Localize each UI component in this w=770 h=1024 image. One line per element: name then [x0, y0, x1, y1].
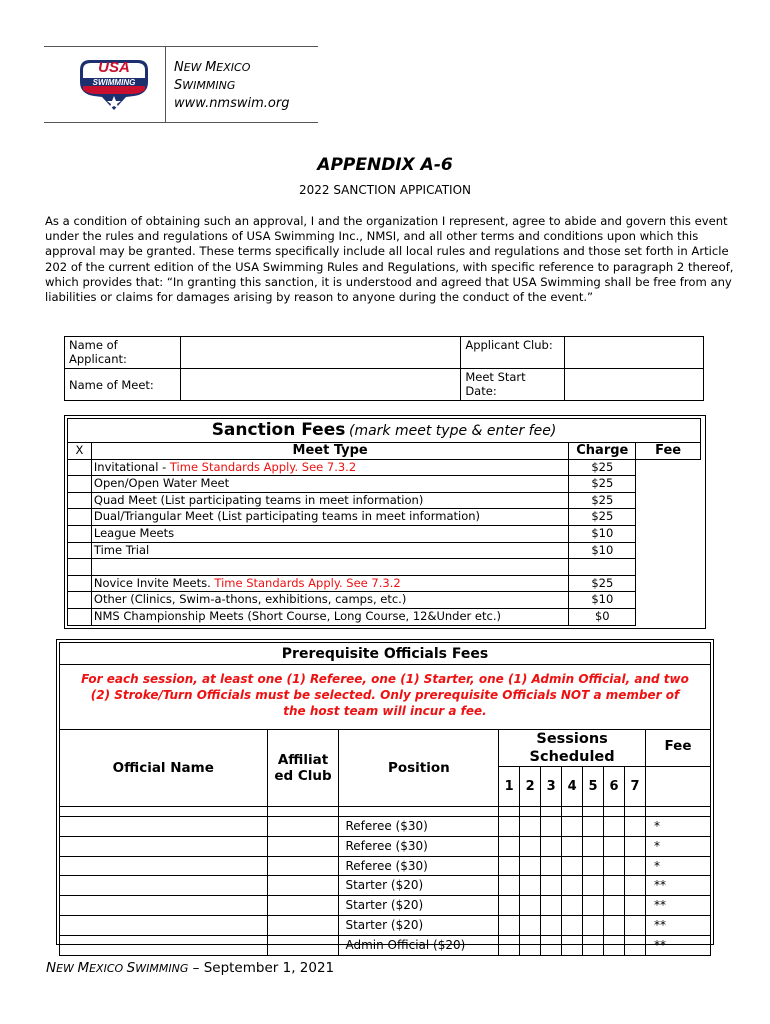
fee-row-mark-cell[interactable]	[68, 592, 92, 609]
official-row	[60, 836, 711, 856]
col-x-header: X	[68, 443, 92, 460]
spacer-cell	[499, 807, 520, 817]
fee-row-meet-type: League Meets	[91, 525, 568, 542]
official-club-field[interactable]	[267, 836, 339, 856]
spacer-cell	[60, 807, 268, 817]
official-fee: *	[645, 836, 710, 856]
session-number-header: 6	[604, 767, 625, 807]
session-checkbox-cell[interactable]	[604, 876, 625, 896]
session-checkbox-cell[interactable]	[625, 935, 646, 955]
fee-row-mark-cell[interactable]	[68, 559, 92, 576]
page-subtitle: 2022 SANCTION APPICATION	[298, 183, 472, 197]
fee-row-meet-type: Dual/Triangular Meet (List participating teams in meet information)	[91, 509, 568, 526]
session-checkbox-cell[interactable]	[625, 817, 646, 837]
session-checkbox-cell[interactable]	[583, 817, 604, 837]
fee-row-mark-cell[interactable]	[68, 509, 92, 526]
officials-note: For each session, at least one (1) Referee, one (1) Starter, one (1) Admin Official, and two (2) Stroke/Turn Officials must be selected. Only prerequisite Officials NOT a member of the host team will incur a fee.	[60, 665, 711, 730]
session-checkbox-cell[interactable]	[604, 915, 625, 935]
session-checkbox-cell[interactable]	[583, 856, 604, 876]
sanction-fees-title: Sanction Fees	[211, 420, 346, 440]
fee-row-meet-type: Other (Clinics, Swim-a-thons, exhibitions, camps, etc.)	[91, 592, 568, 609]
session-checkbox-cell[interactable]	[625, 876, 646, 896]
sanction-fees-heading	[68, 419, 701, 443]
usa-swimming-logo	[74, 56, 154, 112]
session-number-header: 2	[520, 767, 541, 807]
fee-row-charge: $25	[569, 575, 636, 592]
sanction-fees-note: (mark meet type & enter fee)	[349, 423, 557, 439]
session-checkbox-cell[interactable]	[625, 915, 646, 935]
spacer-cell	[339, 807, 499, 817]
name-of-applicant-label: Name of Applicant:	[65, 337, 181, 369]
session-checkbox-cell[interactable]	[604, 817, 625, 837]
official-fee: **	[645, 915, 710, 935]
fee-row	[68, 476, 701, 493]
fee-row-charge: $25	[569, 492, 636, 509]
session-checkbox-cell[interactable]	[499, 836, 520, 856]
official-name-field[interactable]	[60, 856, 268, 876]
session-checkbox-cell[interactable]	[583, 935, 604, 955]
session-checkbox-cell[interactable]	[541, 896, 562, 916]
meet-start-date-field[interactable]	[565, 369, 704, 401]
session-checkbox-cell[interactable]	[520, 856, 541, 876]
fee-row	[68, 459, 701, 476]
fee-row-charge: $10	[569, 592, 636, 609]
col-fee-header: Fee	[645, 730, 710, 767]
session-number-header: 4	[562, 767, 583, 807]
fee-row	[68, 559, 701, 576]
session-checkbox-cell[interactable]	[562, 915, 583, 935]
meet-start-date-label: Meet Start Date:	[461, 369, 565, 401]
session-checkbox-cell[interactable]	[604, 896, 625, 916]
session-number-header: 7	[625, 767, 646, 807]
official-position: Starter ($20)	[339, 876, 499, 896]
official-club-field[interactable]	[267, 876, 339, 896]
fee-row-charge: $0	[569, 608, 636, 625]
spacer-cell	[562, 807, 583, 817]
official-name-field[interactable]	[60, 817, 268, 837]
name-of-meet-field[interactable]	[180, 369, 460, 401]
session-checkbox-cell[interactable]	[499, 817, 520, 837]
session-checkbox-cell[interactable]	[499, 915, 520, 935]
col-club-header: Affiliat ed Club	[267, 730, 339, 807]
sanction-fees-table	[67, 418, 701, 626]
session-checkbox-cell[interactable]	[541, 817, 562, 837]
session-checkbox-cell[interactable]	[562, 836, 583, 856]
official-row	[60, 876, 711, 896]
logo-text-usa: USA	[98, 59, 130, 76]
fee-row	[68, 525, 701, 542]
session-checkbox-cell[interactable]	[625, 896, 646, 916]
official-row	[60, 915, 711, 935]
fee-row	[68, 542, 701, 559]
terms-paragraph: As a condition of obtaining such an approval, I and the organization I represent, agree to abide and govern this event under the rules and regulations of USA Swimming Inc., NMSI, and all other terms and conditions upon which this approval may be granted. These terms specifically include all local rules and regulations and those set forth in Article 202 of the current edition of the USA Swimming Rules and Regulations, with specific reference to paragraph 2 thereof, which provides that: “In granting this sanction, it is understood and agreed that USA Swimming shall be free from any liabilities or claims for damages arising by reason to anyone during the conduct of the event.”	[45, 214, 734, 305]
fee-row-mark-cell[interactable]	[68, 459, 92, 476]
session-checkbox-cell[interactable]	[499, 935, 520, 955]
session-checkbox-cell[interactable]	[520, 836, 541, 856]
session-checkbox-cell[interactable]	[541, 856, 562, 876]
org-line-1: NEW MEXICO	[174, 60, 251, 75]
session-checkbox-cell[interactable]	[604, 836, 625, 856]
fee-row-charge: $25	[569, 509, 636, 526]
officials-title: Prerequisite Officials Fees	[60, 643, 711, 665]
header-top-rule	[44, 46, 318, 47]
official-club-field[interactable]	[267, 935, 339, 955]
session-checkbox-cell[interactable]	[583, 836, 604, 856]
official-position: Referee ($30)	[339, 817, 499, 837]
fee-row-mark-cell[interactable]	[68, 542, 92, 559]
official-position: Admin Official ($20)	[339, 935, 499, 955]
fee-header-blank	[645, 767, 710, 807]
official-fee: **	[645, 876, 710, 896]
session-number-header: 5	[583, 767, 604, 807]
session-checkbox-cell[interactable]	[562, 856, 583, 876]
session-checkbox-cell[interactable]	[541, 876, 562, 896]
official-row	[60, 935, 711, 955]
session-checkbox-cell[interactable]	[499, 856, 520, 876]
page-title: APPENDIX A-6	[317, 155, 453, 175]
footer: NEW MEXICO SWIMMING – September 1, 2021	[46, 960, 335, 976]
fee-row-mark-cell[interactable]	[68, 476, 92, 493]
col-fee-header[interactable]: Fee	[636, 443, 701, 460]
session-checkbox-cell[interactable]	[562, 817, 583, 837]
session-checkbox-cell[interactable]	[562, 896, 583, 916]
applicant-club-label: Applicant Club:	[461, 337, 565, 369]
session-checkbox-cell[interactable]	[499, 896, 520, 916]
officials-table	[59, 642, 711, 956]
session-checkbox-cell[interactable]	[541, 836, 562, 856]
fee-row-meet-type: Invitational - Time Standards Apply. See 7.3.2	[91, 459, 568, 476]
col-meet-type-header: Meet Type	[91, 443, 568, 460]
session-checkbox-cell[interactable]	[625, 856, 646, 876]
col-official-name-header: Official Name	[60, 730, 268, 807]
session-number-header: 3	[541, 767, 562, 807]
col-position-header: Position	[339, 730, 499, 807]
org-line-2: SWIMMING	[174, 78, 236, 93]
session-checkbox-cell[interactable]	[541, 935, 562, 955]
spacer-cell	[541, 807, 562, 817]
official-position: Starter ($20)	[339, 915, 499, 935]
fee-row-mark-cell[interactable]	[68, 525, 92, 542]
session-checkbox-cell[interactable]	[499, 876, 520, 896]
official-club-field[interactable]	[267, 817, 339, 837]
session-checkbox-cell[interactable]	[583, 915, 604, 935]
fee-row-meet-type: Time Trial	[91, 542, 568, 559]
session-checkbox-cell[interactable]	[583, 896, 604, 916]
official-row	[60, 896, 711, 916]
spacer-cell	[267, 807, 339, 817]
official-row	[60, 817, 711, 837]
fee-row	[68, 492, 701, 509]
official-club-field[interactable]	[267, 915, 339, 935]
applicant-club-field[interactable]	[565, 337, 704, 369]
org-name	[174, 59, 289, 113]
session-number-header: 1	[499, 767, 520, 807]
spacer-cell	[520, 807, 541, 817]
spacer-cell	[625, 807, 646, 817]
session-checkbox-cell[interactable]	[625, 836, 646, 856]
official-fee: *	[645, 856, 710, 876]
spacer-cell	[604, 807, 625, 817]
spacer-cell	[583, 807, 604, 817]
fee-row	[68, 592, 701, 609]
spacer-cell	[645, 807, 710, 817]
fee-row-meet-type	[91, 559, 568, 576]
official-position: Referee ($30)	[339, 856, 499, 876]
fee-row-charge: $25	[569, 459, 636, 476]
applicant-form	[64, 336, 704, 401]
session-checkbox-cell[interactable]	[520, 896, 541, 916]
official-row	[60, 856, 711, 876]
logo-text-swimming: SWIMMING	[92, 78, 136, 87]
session-checkbox-cell[interactable]	[520, 876, 541, 896]
org-website: www.nmswim.org	[174, 96, 290, 111]
header-bottom-rule	[44, 122, 318, 123]
fee-row-meet-type: Open/Open Water Meet	[91, 476, 568, 493]
fee-row-charge: $10	[569, 525, 636, 542]
official-name-field[interactable]	[60, 896, 268, 916]
official-name-field[interactable]	[60, 876, 268, 896]
fee-row	[68, 608, 701, 625]
session-checkbox-cell[interactable]	[541, 915, 562, 935]
fee-row-meet-type: NMS Championship Meets (Short Course, Long Course, 12&Under etc.)	[91, 608, 568, 625]
official-fee: **	[645, 896, 710, 916]
official-position: Referee ($30)	[339, 836, 499, 856]
official-club-field[interactable]	[267, 896, 339, 916]
header-divider	[165, 46, 166, 123]
name-of-meet-label: Name of Meet:	[65, 369, 181, 401]
session-checkbox-cell[interactable]	[604, 856, 625, 876]
official-fee: *	[645, 817, 710, 837]
name-of-applicant-field[interactable]	[180, 337, 460, 369]
fee-row-meet-type: Quad Meet (List participating teams in meet information)	[91, 492, 568, 509]
col-sessions-header: Sessions Scheduled	[499, 730, 646, 767]
session-checkbox-cell[interactable]	[520, 915, 541, 935]
col-charge-header: Charge	[569, 443, 636, 460]
fee-row	[68, 509, 701, 526]
session-checkbox-cell[interactable]	[604, 935, 625, 955]
fee-row-charge: $10	[569, 542, 636, 559]
official-position: Starter ($20)	[339, 896, 499, 916]
fee-row-mark-cell[interactable]	[68, 608, 92, 625]
official-name-field[interactable]	[60, 915, 268, 935]
fee-row-charge	[569, 559, 636, 576]
session-checkbox-cell[interactable]	[562, 876, 583, 896]
fee-row-meet-type: Novice Invite Meets. Time Standards Apply. See 7.3.2	[91, 575, 568, 592]
fee-row-mark-cell[interactable]	[68, 575, 92, 592]
official-name-field[interactable]	[60, 935, 268, 955]
official-club-field[interactable]	[267, 856, 339, 876]
fee-row-charge: $25	[569, 476, 636, 493]
official-name-field[interactable]	[60, 836, 268, 856]
fee-row-mark-cell[interactable]	[68, 492, 92, 509]
official-fee: **	[645, 935, 710, 955]
session-checkbox-cell[interactable]	[520, 935, 541, 955]
session-checkbox-cell[interactable]	[562, 935, 583, 955]
session-checkbox-cell[interactable]	[520, 817, 541, 837]
fee-row	[68, 575, 701, 592]
session-checkbox-cell[interactable]	[583, 876, 604, 896]
